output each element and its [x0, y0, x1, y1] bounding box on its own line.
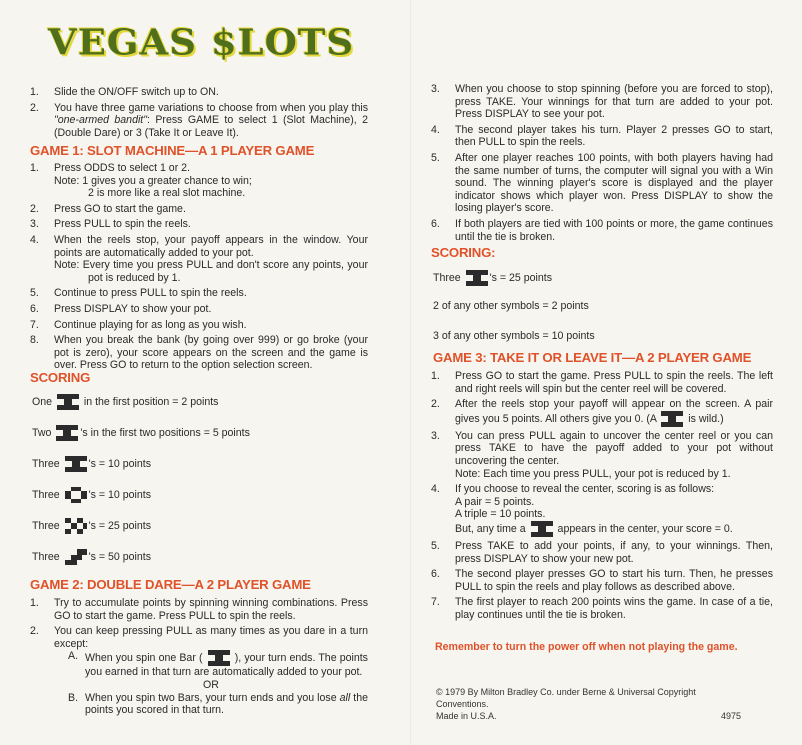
scoring-line: [433, 330, 595, 343]
emphasis-text: all: [339, 691, 351, 704]
text: : Press GAME to select 1 (Slot Machine), 2 (Double Dare) or 3 (Take It or Leave It).: [54, 114, 368, 139]
item-text: [455, 568, 773, 593]
sub-item-text: [85, 692, 368, 717]
power-off-reminder: Remember to turn the power off when not playing the game.: [435, 641, 738, 653]
sub-item-label: A.: [68, 650, 79, 663]
list-item: [30, 597, 368, 622]
item-text: [455, 430, 773, 480]
list-item: [431, 568, 773, 593]
text: You can press PULL again to uncover the center reel or you can press TAKE to have the payoff added to your pot without uncovering the center.: [455, 429, 773, 467]
text: 's = 10 points: [88, 488, 152, 501]
item-text: [54, 102, 368, 140]
page-fold: [410, 0, 412, 745]
item-text: [455, 152, 773, 215]
game2-list-continued: [431, 83, 773, 246]
text: Press TAKE to add your points, if any, to your winnings. Then, press DISPLAY to show your new pot.: [455, 539, 773, 565]
item-number: 3.: [30, 218, 39, 231]
item-number: 3.: [431, 429, 440, 442]
item-number: 7.: [30, 318, 39, 331]
text: Continue to press PULL to spin the reels.: [54, 287, 247, 300]
item-number: 2.: [431, 398, 440, 411]
item-text: [54, 234, 368, 284]
list-item: [30, 287, 368, 300]
item-text: [54, 162, 368, 200]
list-item: [30, 102, 368, 140]
note: [54, 175, 368, 200]
bar-symbol-icon: [661, 411, 683, 427]
item-text: [455, 540, 773, 565]
note-line: Note: 1 gives you a greater chance to win;: [54, 174, 252, 187]
scoring-line: [32, 425, 250, 441]
item-number: 6.: [431, 217, 440, 230]
game2-list: [30, 597, 368, 720]
text: When you spin two Bars, your turn ends and you lose: [85, 691, 340, 704]
text: 's = 25 points: [88, 519, 152, 532]
text: in the first position = 2 points: [80, 395, 219, 408]
bar-symbol-icon: [57, 394, 79, 410]
checker-symbol-icon: [65, 518, 87, 534]
text: 's = 50 points: [88, 550, 152, 563]
item-number: 2.: [30, 202, 39, 215]
item-number: 6.: [30, 302, 39, 315]
list-item: [431, 370, 773, 395]
note-line: Note: Every time you press PULL and don't score any points, your pot is reduced by 1.: [54, 259, 368, 284]
item-number: 5.: [30, 287, 39, 300]
game1-heading: GAME 1: SLOT MACHINE—A 1 PLAYER GAME: [30, 143, 315, 158]
intro-list: [30, 86, 368, 142]
text: Two: [32, 426, 55, 439]
made-in: Made in U.S.A.: [436, 711, 497, 721]
item-text: [455, 398, 773, 427]
text: appears in the center, your score = 0.: [554, 522, 733, 535]
item-text: [54, 86, 368, 99]
text: Three: [32, 488, 63, 501]
item-number: 3.: [431, 83, 440, 95]
note: [54, 259, 368, 284]
list-item: [431, 398, 773, 427]
text: But, any time a: [455, 522, 529, 535]
product-code: 4975: [720, 711, 741, 721]
list-item: [30, 234, 368, 284]
text: Press ODDS to select 1 or 2.: [54, 162, 191, 174]
text: Press GO to start the game. Press PULL to spin the reels. The left and right reels will spin but the center reel will be covered.: [455, 370, 773, 395]
text: A triple = 10 points.: [455, 508, 546, 521]
list-item: [431, 430, 773, 480]
text: After one player reaches 100 points, with both players having had the same number of turns, the computer will signal you with a Win sound. The winning player's score is displayed and the player indicator shows which player won. Press DISPLAY to show the losing player's score.: [455, 151, 773, 215]
item-number: 8.: [30, 334, 39, 347]
list-item: [30, 218, 368, 231]
copyright-text: © 1979 By Milton Bradley Co. under Berne & Universal Copyright Conventions.: [436, 687, 696, 709]
text: ), your turn ends. The points you earned in that turn are automatically added to your pot.: [85, 652, 368, 679]
vegas-slots-logo: VEGAS $LOTS: [48, 21, 355, 63]
item-number: 1.: [30, 597, 39, 609]
list-item: [30, 625, 368, 717]
list-item: [30, 319, 368, 332]
text: The first player to reach 200 points wins the game. In case of a tie, play continues until the tie is broken.: [455, 596, 773, 621]
item-number: 1.: [30, 86, 39, 98]
item-number: 5.: [431, 539, 440, 552]
item-text: [455, 483, 773, 537]
note-line: Note: Each time you press PULL, your pot is reduced by 1.: [455, 467, 731, 480]
item-text: [455, 596, 773, 621]
list-item: [431, 218, 773, 243]
text: You can keep pressing PULL as many times as you dare in a turn except:: [54, 625, 368, 650]
item-number: 1.: [30, 162, 39, 174]
game2-scoring-heading: SCORING:: [431, 245, 496, 260]
item-text: [455, 370, 773, 395]
text: When you choose to stop spinning (before you are forced to stop), press TAKE. Your winnings for that turn are added to your pot. Press DISPLAY to see your pot.: [455, 83, 773, 121]
text: 2 of any other symbols = 2 points: [433, 300, 589, 312]
item-number: 7.: [431, 596, 440, 609]
list-item: [431, 483, 773, 537]
text: Try to accumulate points by spinning winning combinations. Press GO to start the game. Press PULL to spin the reels.: [54, 597, 368, 622]
text: A pair = 5 points.: [455, 495, 535, 508]
sub-item: [68, 650, 368, 679]
bar-symbol-icon: [56, 425, 78, 441]
sub-item-label: B.: [68, 691, 79, 704]
text: Press GO to start the game.: [54, 202, 186, 215]
item-text: [54, 334, 368, 372]
item-number: 4.: [431, 483, 440, 496]
item-number: 2.: [30, 625, 39, 638]
bar-symbol-icon: [65, 456, 87, 472]
text: the points you scored in that turn.: [85, 691, 368, 717]
text: Three: [32, 550, 63, 563]
text: 's = 10 points: [88, 457, 152, 470]
item-text: [54, 319, 368, 332]
text: Three: [32, 519, 63, 532]
item-text: [54, 287, 368, 300]
scoring-line: [433, 270, 552, 286]
sub-item-text: [85, 650, 368, 679]
item-text: [455, 218, 773, 243]
game3-heading: GAME 3: TAKE IT OR LEAVE IT—A 2 PLAYER GAME: [433, 350, 752, 365]
bar-symbol-icon: [466, 270, 488, 286]
text: The second player presses GO to start his turn. Then, he presses PULL to spin the reels and play follows as described above.: [455, 568, 773, 593]
list-item: [30, 303, 368, 316]
copyright-notice: [436, 686, 741, 722]
scoring-line: [32, 518, 151, 534]
or-separator: OR: [203, 678, 219, 691]
scoring-line: [32, 456, 151, 472]
text: Continue playing for as long as you wish.: [54, 318, 247, 331]
text: If both players are tied with 100 points or more, the game continues until the tie is broken.: [455, 217, 773, 243]
game3-list: [431, 370, 773, 625]
item-number: 1.: [431, 370, 440, 382]
bar-symbol-icon: [208, 650, 230, 666]
list-item: [431, 596, 773, 621]
list-item: [431, 152, 773, 215]
item-number: 2.: [30, 101, 39, 114]
bar-symbol-icon: [531, 521, 553, 537]
game1-list: [30, 162, 368, 375]
emphasis-text: "one-armed bandit": [54, 114, 148, 127]
sub-item: [68, 692, 368, 717]
item-text: [455, 124, 773, 149]
text: When the reels stop, your payoff appears in the window. Your points are automatically added to your pot.: [54, 233, 368, 259]
scoring-line: [32, 394, 218, 410]
item-number: 4.: [30, 233, 39, 246]
text: Slide the ON/OFF switch up to ON.: [54, 86, 219, 98]
item-text: [54, 218, 368, 231]
game2-heading: GAME 2: DOUBLE DARE—A 2 PLAYER GAME: [30, 577, 311, 592]
text: One: [32, 395, 55, 408]
text: is wild.): [685, 412, 724, 425]
text: The second player takes his turn. Player 2 presses GO to start, then PULL to spin the reels.: [455, 123, 773, 149]
text: You have three game variations to choose from when you play this: [54, 101, 368, 114]
item-text: [455, 83, 773, 121]
text: After the reels stop your payoff will appear on the screen. A pair gives you 5 points. All others give you 0. (A: [455, 398, 773, 425]
text: Press PULL to spin the reels.: [54, 218, 191, 231]
item-number: 6.: [431, 568, 440, 581]
cross-symbol-icon: [65, 487, 87, 503]
scoring-line: [433, 300, 589, 313]
text: Press DISPLAY to show your pot.: [54, 302, 212, 315]
text: If you choose to reveal the center, scoring is as follows:: [455, 483, 715, 496]
list-item: [431, 83, 773, 121]
text: 's in the first two positions = 5 points: [80, 426, 250, 439]
game1-scoring-heading: SCORING: [30, 370, 91, 385]
text: 3 of any other symbols = 10 points: [433, 330, 595, 342]
text: When you break the bank (by going over 999) or go broke (your pot is zero), your score appears on the screen and the game is over. Press GO to return to the option selection screen.: [54, 334, 368, 372]
text: Three: [433, 271, 464, 284]
note: [455, 468, 773, 481]
step-symbol-icon: [65, 549, 87, 565]
list-item: [30, 162, 368, 200]
text: Three: [32, 457, 63, 470]
note-line: 2 is more like a real slot machine.: [88, 187, 246, 200]
item-text: [54, 303, 368, 316]
scoring-line: [32, 549, 151, 565]
item-number: 4.: [431, 123, 440, 136]
list-item: [431, 124, 773, 149]
item-number: 5.: [431, 151, 440, 164]
text: When you spin one Bar (: [85, 652, 206, 665]
text: 's = 25 points: [489, 271, 553, 284]
item-text: [54, 625, 368, 717]
list-item: [30, 203, 368, 216]
item-text: [54, 203, 368, 216]
list-item: [30, 334, 368, 372]
scoring-line: [32, 487, 151, 503]
list-item: [431, 540, 773, 565]
list-item: [30, 86, 368, 99]
item-text: [54, 597, 368, 622]
